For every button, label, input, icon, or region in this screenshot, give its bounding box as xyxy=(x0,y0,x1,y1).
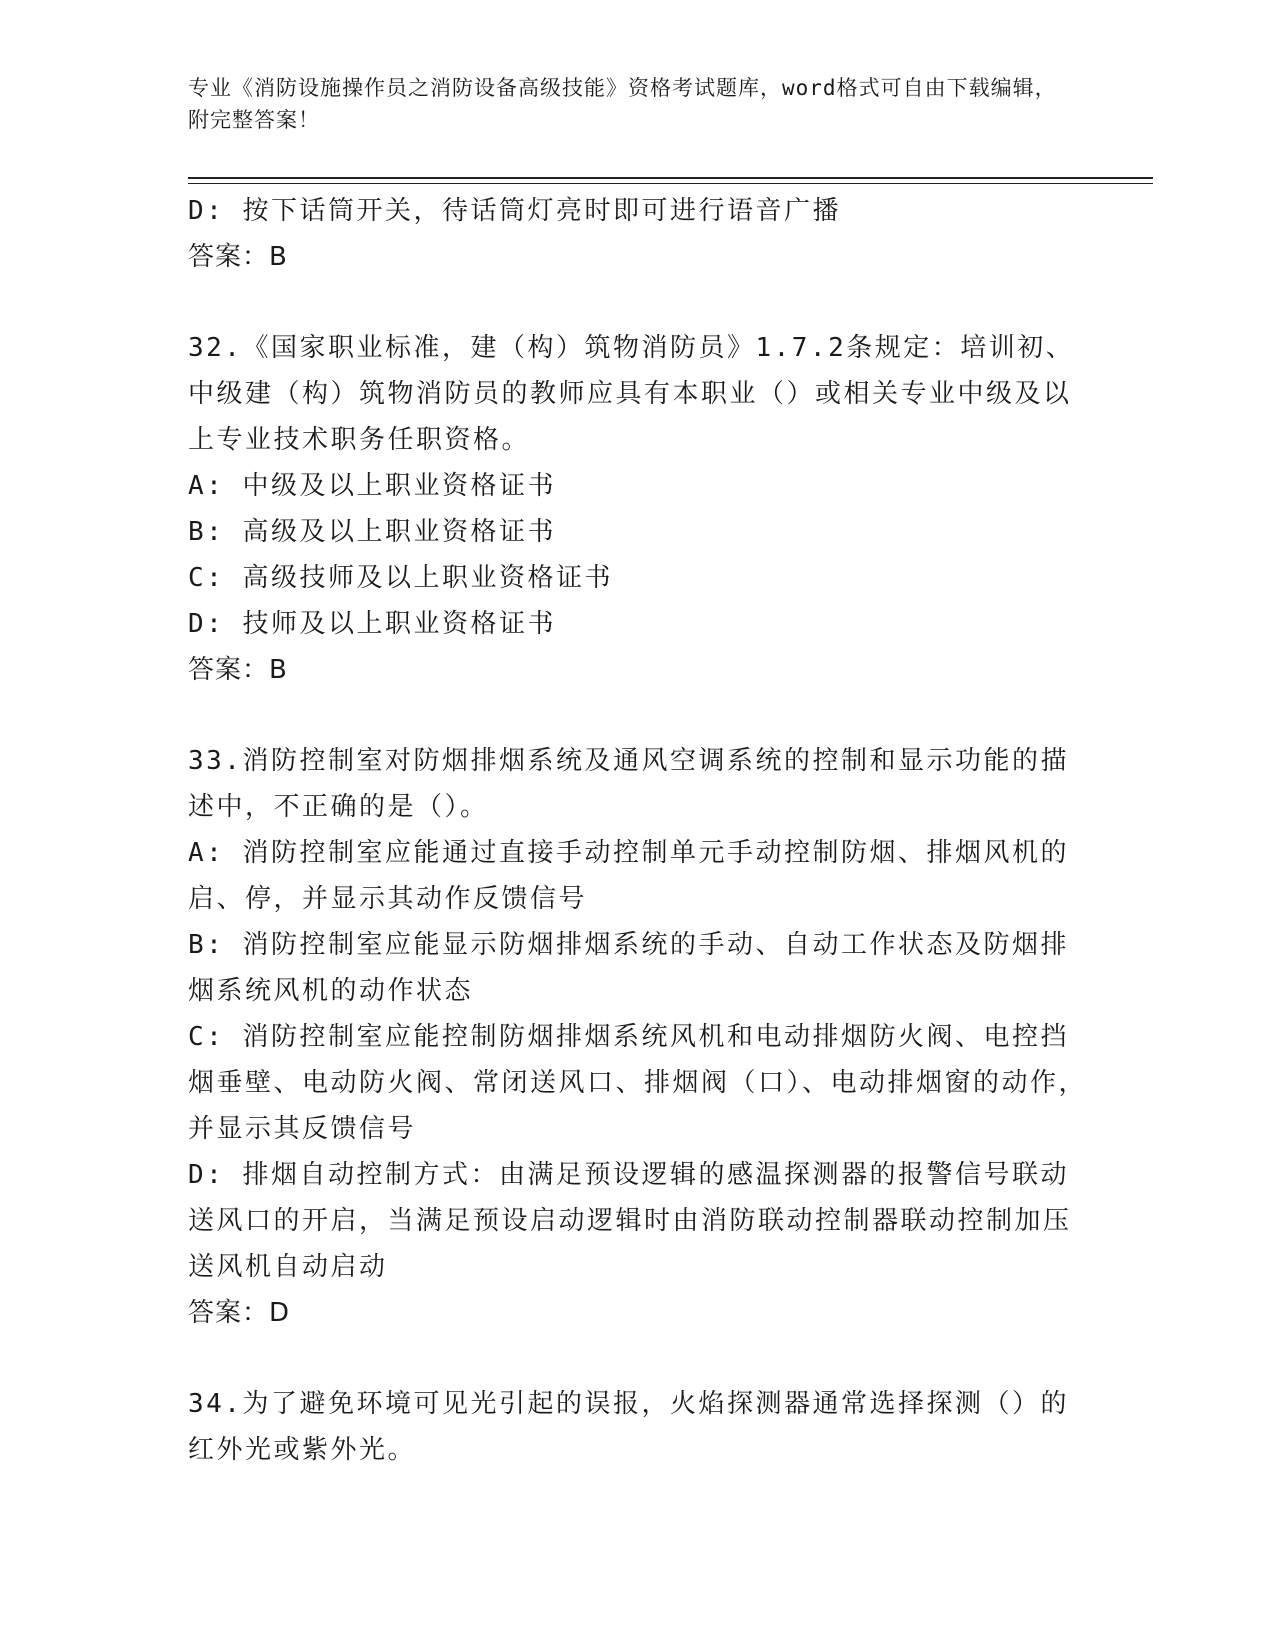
header-text: 专业《消防设施操作员之消防设备高级技能》资格考试题库，word格式可自由下载编辑，附完整答案！ xyxy=(188,76,1057,132)
option-a: A: 消防控制室应能通过直接手动控制单元手动控制防烟、排烟风机的启、停，并显示其动作反馈信号 xyxy=(188,838,1069,914)
option-d: D: 按下话筒开关，待话筒灯亮时即可进行语音广播 xyxy=(188,196,841,226)
question-stem: 32.《国家职业标准，建（构）筑物消防员》1.7.2条规定：培训初、中级建（构）筑物消防员的教师应具有本职业（）或相关专业中级及以上专业技术职务任职资格。 xyxy=(188,333,1075,455)
question-32 xyxy=(188,325,1088,693)
option-c: C: 高级技师及以上职业资格证书 xyxy=(188,563,613,593)
header-rule-thick xyxy=(188,177,1153,179)
answer: 答案：B xyxy=(188,655,288,685)
answer: 答案：D xyxy=(188,1298,291,1328)
question-stem: 33.消防控制室对防烟排烟系统及通风空调系统的控制和显示功能的描述中，不正确的是（）。 xyxy=(188,746,1069,822)
question-34 xyxy=(188,1381,1088,1473)
header-rule-thin xyxy=(188,183,1153,184)
option-a: A: 中级及以上职业资格证书 xyxy=(188,471,556,501)
option-b: B: 消防控制室应能显示防烟排烟系统的手动、自动工作状态及防烟排烟系统风机的动作状态 xyxy=(188,930,1069,1006)
answer: 答案：B xyxy=(188,242,288,272)
question-33 xyxy=(188,738,1088,1336)
question-stem: 34.为了避免环境可见光引起的误报，火焰探测器通常选择探测（）的红外光或紫外光。 xyxy=(188,1389,1069,1465)
page-header xyxy=(188,72,1068,136)
previous-question-tail xyxy=(188,188,1088,280)
option-b: B: 高级及以上职业资格证书 xyxy=(188,517,556,547)
option-d: D: 技师及以上职业资格证书 xyxy=(188,609,556,639)
option-c: C: 消防控制室应能控制防烟排烟系统风机和电动排烟防火阀、电控挡烟垂壁、电动防火阀、常闭送风口、排烟阀（口）、电动排烟窗的动作，并显示其反馈信号 xyxy=(188,1022,1088,1144)
document-body xyxy=(188,188,1088,1473)
option-d: D: 排烟自动控制方式：由满足预设逻辑的感温探测器的报警信号联动送风口的开启，当满足预设启动逻辑时由消防联动控制器联动控制加压送风机自动启动 xyxy=(188,1160,1072,1282)
